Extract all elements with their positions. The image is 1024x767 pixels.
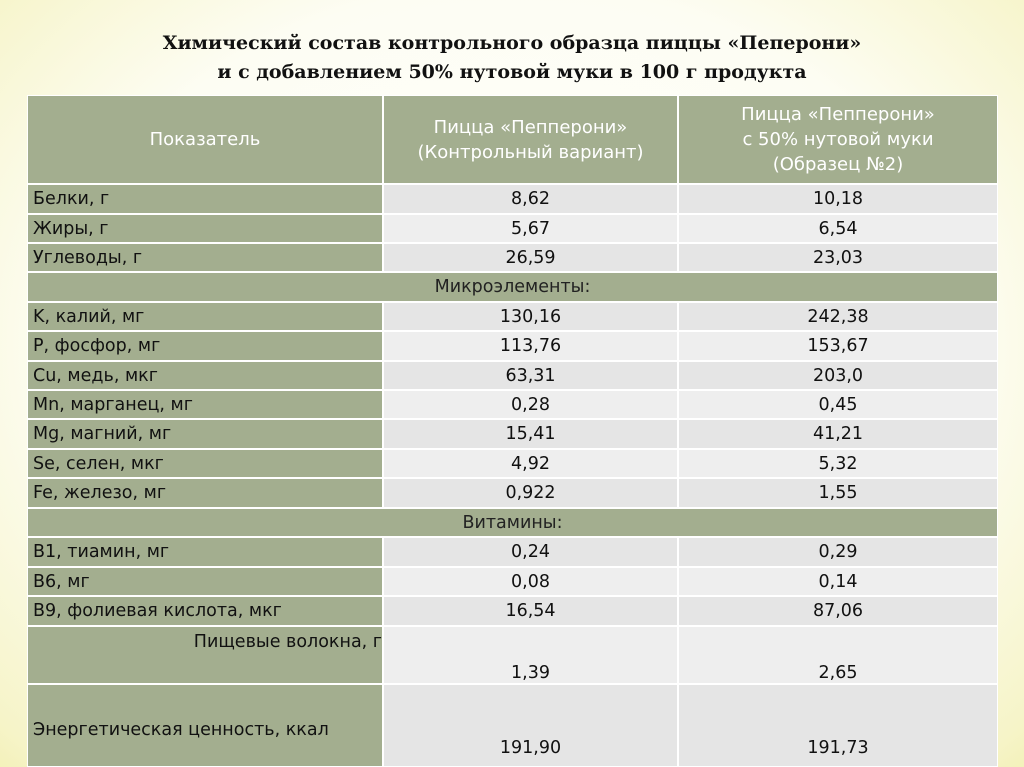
row-label [27,331,383,361]
row-label [27,361,383,390]
row-value-control [383,478,678,508]
title-line-1: Химический состав контрольного образца пиццы «Пеперони» [162,32,862,54]
row-value-sample [678,537,998,567]
row-label [27,626,383,684]
row-value-sample [678,390,998,419]
value-sample: 23,03 [812,247,864,268]
row-label [27,419,383,449]
value-control: 191,90 [499,738,562,758]
value-sample: 87,06 [812,601,864,621]
row-value-control [383,449,678,478]
title-line-2: и с добавлением 50% нутовой муки в 100 г продукта [217,61,807,83]
row-value-sample [678,361,998,390]
row-value-control [383,331,678,361]
row-label [27,184,383,214]
value-sample: 2,65 [818,663,858,683]
row-label-text: Белки, г [33,189,110,209]
row-label-text: P, фосфор, мг [33,336,161,356]
row-value-control [383,537,678,567]
row-value-control [383,567,678,596]
value-control: 130,16 [499,306,562,327]
row-value-sample [678,596,998,626]
value-sample: 242,38 [807,306,869,327]
value-control: 5,67 [511,218,550,239]
row-label [27,449,383,478]
section-label: Микроэлементы: [434,277,591,297]
value-sample: 153,67 [807,336,869,356]
row-value-sample [678,684,998,767]
row-label-text: B9, фолиевая кислота, мкг [33,601,282,621]
row-value-control [383,302,678,331]
value-sample: 191,73 [807,738,869,758]
value-control: 4,92 [511,453,550,474]
row-value-control [383,626,678,684]
value-sample: 203,0 [812,365,864,386]
header-control [383,95,678,184]
row-label-text: Mg, магний, мг [33,424,172,444]
row-label-text: Fe, железо, мг [33,483,167,503]
row-value-control [383,361,678,390]
row-label-text: Энергетическая ценность, ккал [33,720,329,740]
row-value-sample [678,243,998,272]
value-control: 0,28 [511,394,550,415]
row-value-sample [678,302,998,331]
value-sample: 1,55 [818,483,858,503]
header-indicator-label: Показатель [149,129,261,150]
value-control: 0,24 [511,542,550,562]
row-label-text: B6, мг [33,571,90,592]
value-sample: 6,54 [818,218,858,239]
row-value-sample [678,419,998,449]
row-value-sample [678,214,998,243]
row-label-text: Se, селен, мкг [33,453,164,474]
row-value-control [383,419,678,449]
row-value-sample [678,626,998,684]
header-control-line1: Пицца «Пепперони» [433,116,628,138]
section-label: Витамины: [462,512,563,533]
row-label [27,596,383,626]
row-value-control [383,243,678,272]
row-label-text: Cu, медь, мкг [33,365,158,386]
row-label [27,684,383,767]
value-sample: 5,32 [818,453,858,474]
row-label-text: B1, тиамин, мг [33,542,170,562]
row-value-sample [678,567,998,596]
value-control: 26,59 [505,247,556,268]
row-label [27,390,383,419]
value-sample: 0,14 [818,571,858,592]
row-label [27,567,383,596]
row-label [27,537,383,567]
row-label-text: Mn, марганец, мг [33,394,193,415]
row-label-text: Жиры, г [33,218,109,239]
header-sample-line2: с 50% нутовой муки [742,129,934,150]
row-value-sample [678,184,998,214]
row-value-sample [678,449,998,478]
value-control: 15,41 [505,424,556,444]
header-sample-line3: (Образец №2) [772,154,904,175]
value-control: 63,31 [505,365,556,386]
value-control: 0,08 [511,571,550,592]
value-control: 113,76 [499,336,562,356]
header-sample-line1: Пицца «Пепперони» [741,104,935,125]
value-sample: 10,18 [812,189,864,209]
row-value-control [383,596,678,626]
row-value-sample [678,331,998,361]
value-control: 0,922 [505,483,556,503]
value-sample: 0,45 [818,394,858,415]
row-value-control [383,684,678,767]
header-sample [678,95,998,184]
row-label-text: Углеводы, г [33,247,143,268]
row-label-text: K, калий, мг [33,306,145,327]
row-label [27,478,383,508]
row-label [27,243,383,272]
row-value-control [383,390,678,419]
section-header [27,272,998,302]
section-header [27,508,998,537]
value-control: 8,62 [511,189,550,209]
row-label-text: Пищевые волокна, г [193,632,382,652]
value-control: 16,54 [505,601,556,621]
row-label [27,214,383,243]
value-control: 1,39 [511,663,550,683]
value-sample: 41,21 [812,424,864,444]
value-sample: 0,29 [818,542,858,562]
header-control-line2: (Контрольный вариант) [417,141,644,163]
row-label [27,302,383,331]
row-value-control [383,214,678,243]
header-indicator [27,95,383,184]
row-value-sample [678,478,998,508]
row-value-control [383,184,678,214]
